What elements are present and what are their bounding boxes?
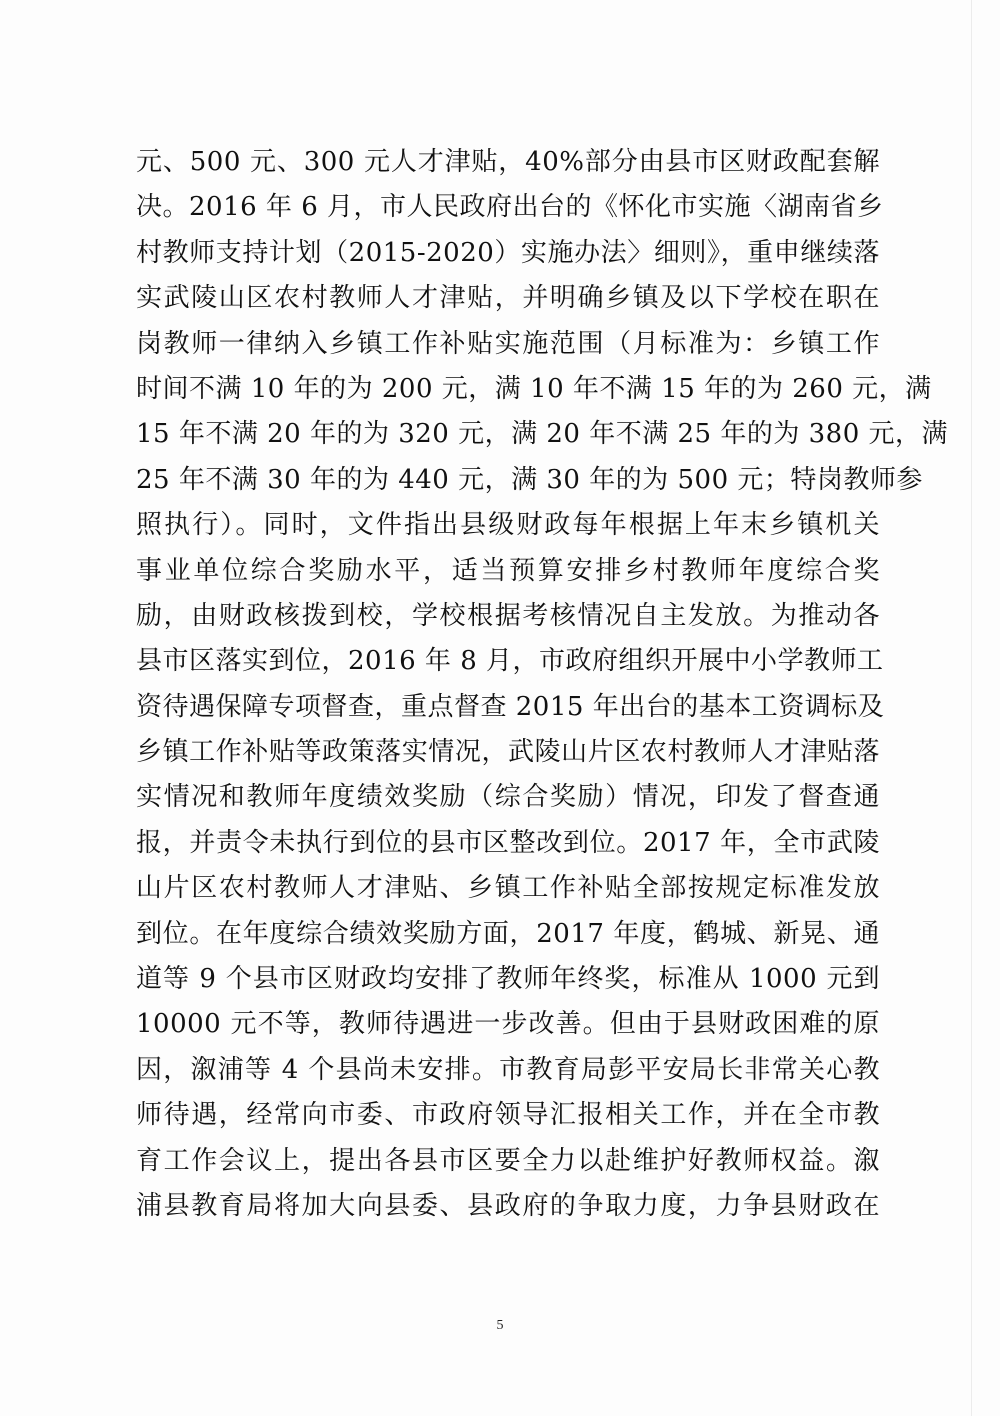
- text-line-4: 实武陵山区农村教师人才津贴，并明确乡镇及以下学校在职在: [136, 283, 880, 314]
- text-line-10: 事业单位综合奖励水平，适当预算安排乡村教师年度综合奖: [136, 555, 880, 586]
- text-line-19: 道等 9 个县市区财政均安排了教师年终奖，标准从 1000 元到: [136, 964, 880, 995]
- text-line-8: 25 年不满 30 年的为 440 元，满 30 年的为 500 元；特岗教师参: [136, 464, 923, 495]
- text-line-3: 村教师支持计划（2015-2020）实施办法〉细则》，重申继续落: [136, 237, 880, 268]
- text-line-5: 岗教师一律纳入乡镇工作补贴实施范围（月标准为：乡镇工作: [136, 328, 880, 359]
- text-line-23: 育工作会议上，提出各县市区要全力以赴维护好教师权益。溆: [136, 1145, 880, 1176]
- text-line-6: 时间不满 10 年的为 200 元，满 10 年不满 15 年的为 260 元，满: [136, 373, 932, 404]
- text-line-22: 师待遇，经常向市委、市政府领导汇报相关工作，并在全市教: [136, 1100, 880, 1131]
- text-line-1: 元、500 元、300 元人才津贴，40%部分由县市区财政配套解: [136, 147, 880, 177]
- text-line-12: 县市区落实到位，2016 年 8 月，市政府组织开展中小学教师工: [136, 646, 884, 677]
- body-text: [136, 140, 948, 1229]
- text-line-9: 照执行）。同时，文件指出县级财政每年根据上年末乡镇机关: [136, 510, 880, 541]
- text-line-14: 乡镇工作补贴等政策落实情况，武陵山片区农村教师人才津贴落: [136, 737, 880, 768]
- text-line-24: 浦县教育局将加大向县委、县政府的争取力度，力争县财政在: [136, 1190, 880, 1221]
- text-line-18: 到位。在年度综合绩效奖励方面，2017 年度，鹤城、新晃、通: [136, 918, 880, 949]
- scan-edge-line: [971, 0, 972, 1416]
- text-line-17: 山片区农村教师人才津贴、乡镇工作补贴全部按规定标准发放: [136, 873, 880, 904]
- text-line-7: 15 年不满 20 年的为 320 元，满 20 年不满 25 年的为 380 元，满: [136, 419, 948, 450]
- text-line-20: 10000 元不等，教师待遇进一步改善。但由于县财政困难的原: [136, 1009, 880, 1040]
- text-line-13: 资待遇保障专项督查，重点督查 2015 年出台的基本工资调标及: [136, 691, 885, 722]
- text-line-21: 因，溆浦等 4 个县尚未安排。市教育局彭平安局长非常关心教: [136, 1054, 880, 1085]
- text-line-11: 励，由财政核拨到校，学校根据考核情况自主发放。为推动各: [136, 600, 880, 631]
- page-number: 5: [496, 1318, 504, 1333]
- text-line-16: 报，并责令未执行到位的县市区整改到位。2017 年，全市武陵: [136, 827, 880, 858]
- text-line-2: 决。2016 年 6 月，市人民政府出台的《怀化市实施〈湖南省乡: [136, 192, 884, 223]
- text-line-15: 实情况和教师年度绩效奖励（综合奖励）情况，印发了督查通: [136, 782, 880, 813]
